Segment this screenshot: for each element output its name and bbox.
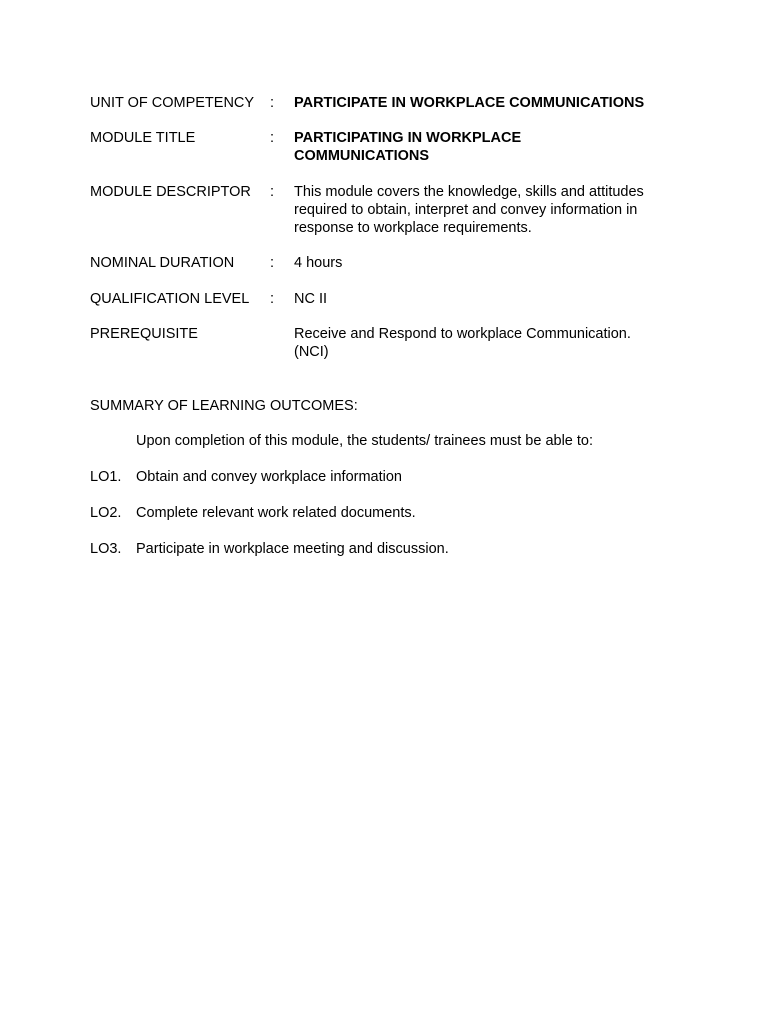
field-label: PREREQUISITE (90, 326, 198, 342)
field-value-line: Receive and Respond to workplace Communication. (294, 326, 631, 342)
field-label: NOMINAL DURATION (90, 255, 235, 271)
field-value-line: (NCI) (294, 344, 329, 360)
field-value (294, 183, 684, 237)
field-colon: : (270, 184, 275, 200)
field-value-line: This module covers the knowledge, skills and attitudes (294, 184, 644, 200)
field-value-line: NC II (294, 291, 328, 307)
field-value (294, 254, 684, 272)
field-value-line: PARTICIPATING IN WORKPLACE (294, 130, 522, 146)
learning-outcome-code: LO1. (90, 469, 122, 485)
learning-outcome-code: LO2. (90, 505, 122, 521)
field-value-line: required to obtain, interpret and convey information in (294, 202, 638, 218)
field-value (294, 129, 684, 165)
field-label: MODULE DESCRIPTOR (90, 184, 251, 200)
field-value-line: COMMUNICATIONS (294, 148, 430, 164)
field-label: UNIT OF COMPETENCY (90, 95, 255, 111)
field-colon: : (270, 291, 275, 307)
field-value (294, 325, 684, 361)
learning-outcome-code: LO3. (90, 541, 122, 557)
field-value (294, 94, 684, 112)
summary-intro: Upon completion of this module, the students/ trainees must be able to: (136, 433, 594, 449)
field-label: MODULE TITLE (90, 130, 196, 146)
field-colon: : (270, 255, 275, 271)
field-value-line: 4 hours (294, 255, 343, 271)
field-colon: : (270, 130, 275, 146)
field-colon: : (270, 95, 275, 111)
field-value (294, 290, 684, 308)
learning-outcome-text: Complete relevant work related documents. (136, 505, 416, 521)
summary-title: SUMMARY OF LEARNING OUTCOMES: (90, 398, 358, 414)
learning-outcome-text: Participate in workplace meeting and discussion. (136, 541, 449, 557)
field-value-line: response to workplace requirements. (294, 220, 532, 236)
field-value-line: PARTICIPATE IN WORKPLACE COMMUNICATIONS (294, 95, 645, 111)
learning-outcome-text: Obtain and convey workplace information (136, 469, 402, 485)
field-label: QUALIFICATION LEVEL (90, 291, 250, 307)
